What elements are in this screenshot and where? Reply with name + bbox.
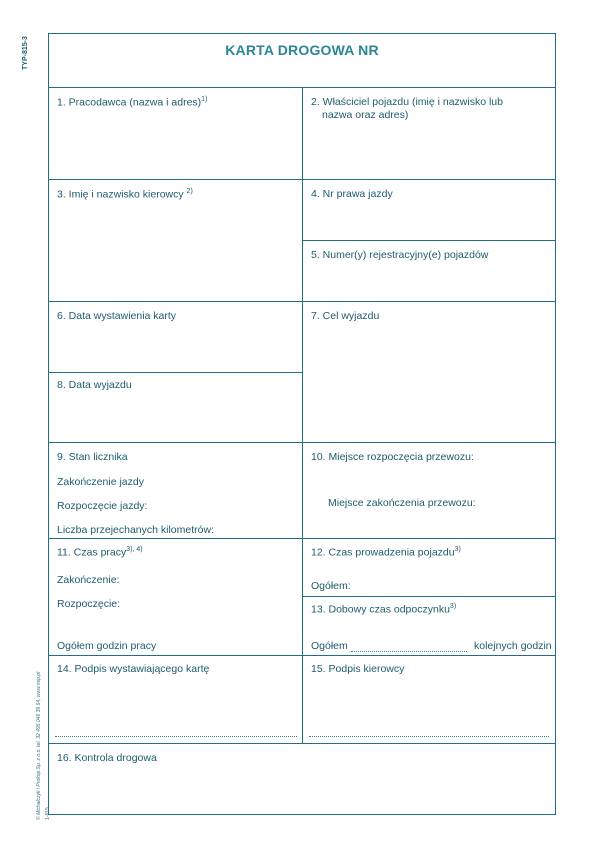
field-8-departure-date[interactable] — [49, 373, 303, 443]
field-9-start: Rozpoczęcie jazdy: — [57, 500, 148, 512]
field-9-end: Zakończenie jazdy — [57, 476, 144, 488]
field-13-suffix: kolejnych godzin — [474, 640, 552, 652]
field-10-label: 10. Miejsce rozpoczęcia przewozu: — [311, 451, 474, 463]
field-16-road-inspection[interactable] — [49, 744, 555, 813]
field-13-dotted-line — [351, 651, 467, 652]
field-10-end-place: Miejsce zakończenia przewozu: — [328, 497, 476, 509]
field-8-label: 8. Data wyjazdu — [57, 379, 132, 391]
field-12-sup: 3) — [454, 546, 461, 553]
field-15-signature-line — [309, 736, 549, 737]
field-9-odometer[interactable] — [49, 443, 303, 539]
field-11-start: Rozpoczęcie: — [57, 598, 121, 610]
field-11-total: Ogółem godzin pracy — [57, 640, 157, 652]
field-11-end: Zakończenie: — [57, 574, 120, 586]
field-16-label: 16. Kontrola drogowa — [57, 752, 157, 764]
publisher-imprint: © Michalczyk i Prokop Sp. z o.o. tel. 32 495 046 39 54, www.mip.pl — [36, 671, 42, 820]
field-14-issuer-signature[interactable] — [49, 656, 303, 744]
title-row — [49, 34, 555, 88]
field-14-label: 14. Podpis wystawiającego kartę — [57, 663, 210, 675]
field-13-label: 13. Dobowy czas odpoczynku — [311, 603, 450, 616]
field-13-total: Ogółem — [311, 640, 348, 652]
field-3-driver-name[interactable] — [49, 180, 303, 302]
field-11-sup: 3), 4) — [126, 546, 143, 553]
field-12-driving-time[interactable] — [303, 539, 555, 597]
field-14-signature-line — [55, 736, 297, 737]
field-15-label: 15. Podpis kierowcy — [311, 663, 405, 675]
field-1-label: 1. Pracodawca (nazwa i adres) — [57, 96, 202, 109]
field-13-sup: 3) — [449, 603, 457, 610]
field-9-km: Liczba przejechanych kilometrów: — [57, 524, 214, 536]
field-10-transport-places[interactable] — [303, 443, 555, 539]
field-2-label-line2: nazwa oraz adres) — [322, 109, 409, 121]
field-4-label: 4. Nr prawa jazdy — [311, 188, 393, 200]
field-3-sup: 2) — [186, 188, 193, 195]
field-6-issue-date[interactable] — [49, 302, 303, 373]
field-9-label: 9. Stan licznika — [57, 451, 128, 463]
field-11-label: 11. Czas pracy — [57, 546, 127, 559]
field-1-employer[interactable] — [49, 88, 303, 180]
field-5-registration-numbers[interactable] — [303, 241, 555, 302]
field-11-working-time[interactable] — [49, 539, 303, 656]
field-3-label: 3. Imię i nazwisko kierowcy — [57, 188, 184, 201]
field-1-sup: 1) — [201, 96, 208, 103]
field-4-license-number[interactable] — [303, 180, 555, 241]
field-7-trip-purpose[interactable] — [303, 302, 555, 443]
field-7-label: 7. Cel wyjazdu — [311, 310, 380, 322]
form-code: TYP-815-3 — [22, 36, 29, 70]
field-5-label: 5. Numer(y) rejestracyjny(e) pojazdów — [311, 249, 489, 261]
field-13-daily-rest[interactable] — [303, 597, 555, 656]
field-12-total: Ogółem: — [311, 580, 351, 592]
page-title: KARTA DROGOWA NR — [225, 42, 379, 58]
field-6-label: 6. Data wystawienia karty — [57, 310, 177, 322]
road-card-form — [48, 33, 556, 815]
field-2-label-line1: 2. Właściciel pojazdu (imię i nazwisko lub — [311, 96, 503, 108]
field-12-label: 12. Czas prowadzenia pojazdu — [311, 546, 455, 559]
field-2-vehicle-owner[interactable] — [303, 88, 555, 180]
form-code-small: 1-815 — [45, 807, 51, 820]
field-15-driver-signature[interactable] — [303, 656, 555, 744]
